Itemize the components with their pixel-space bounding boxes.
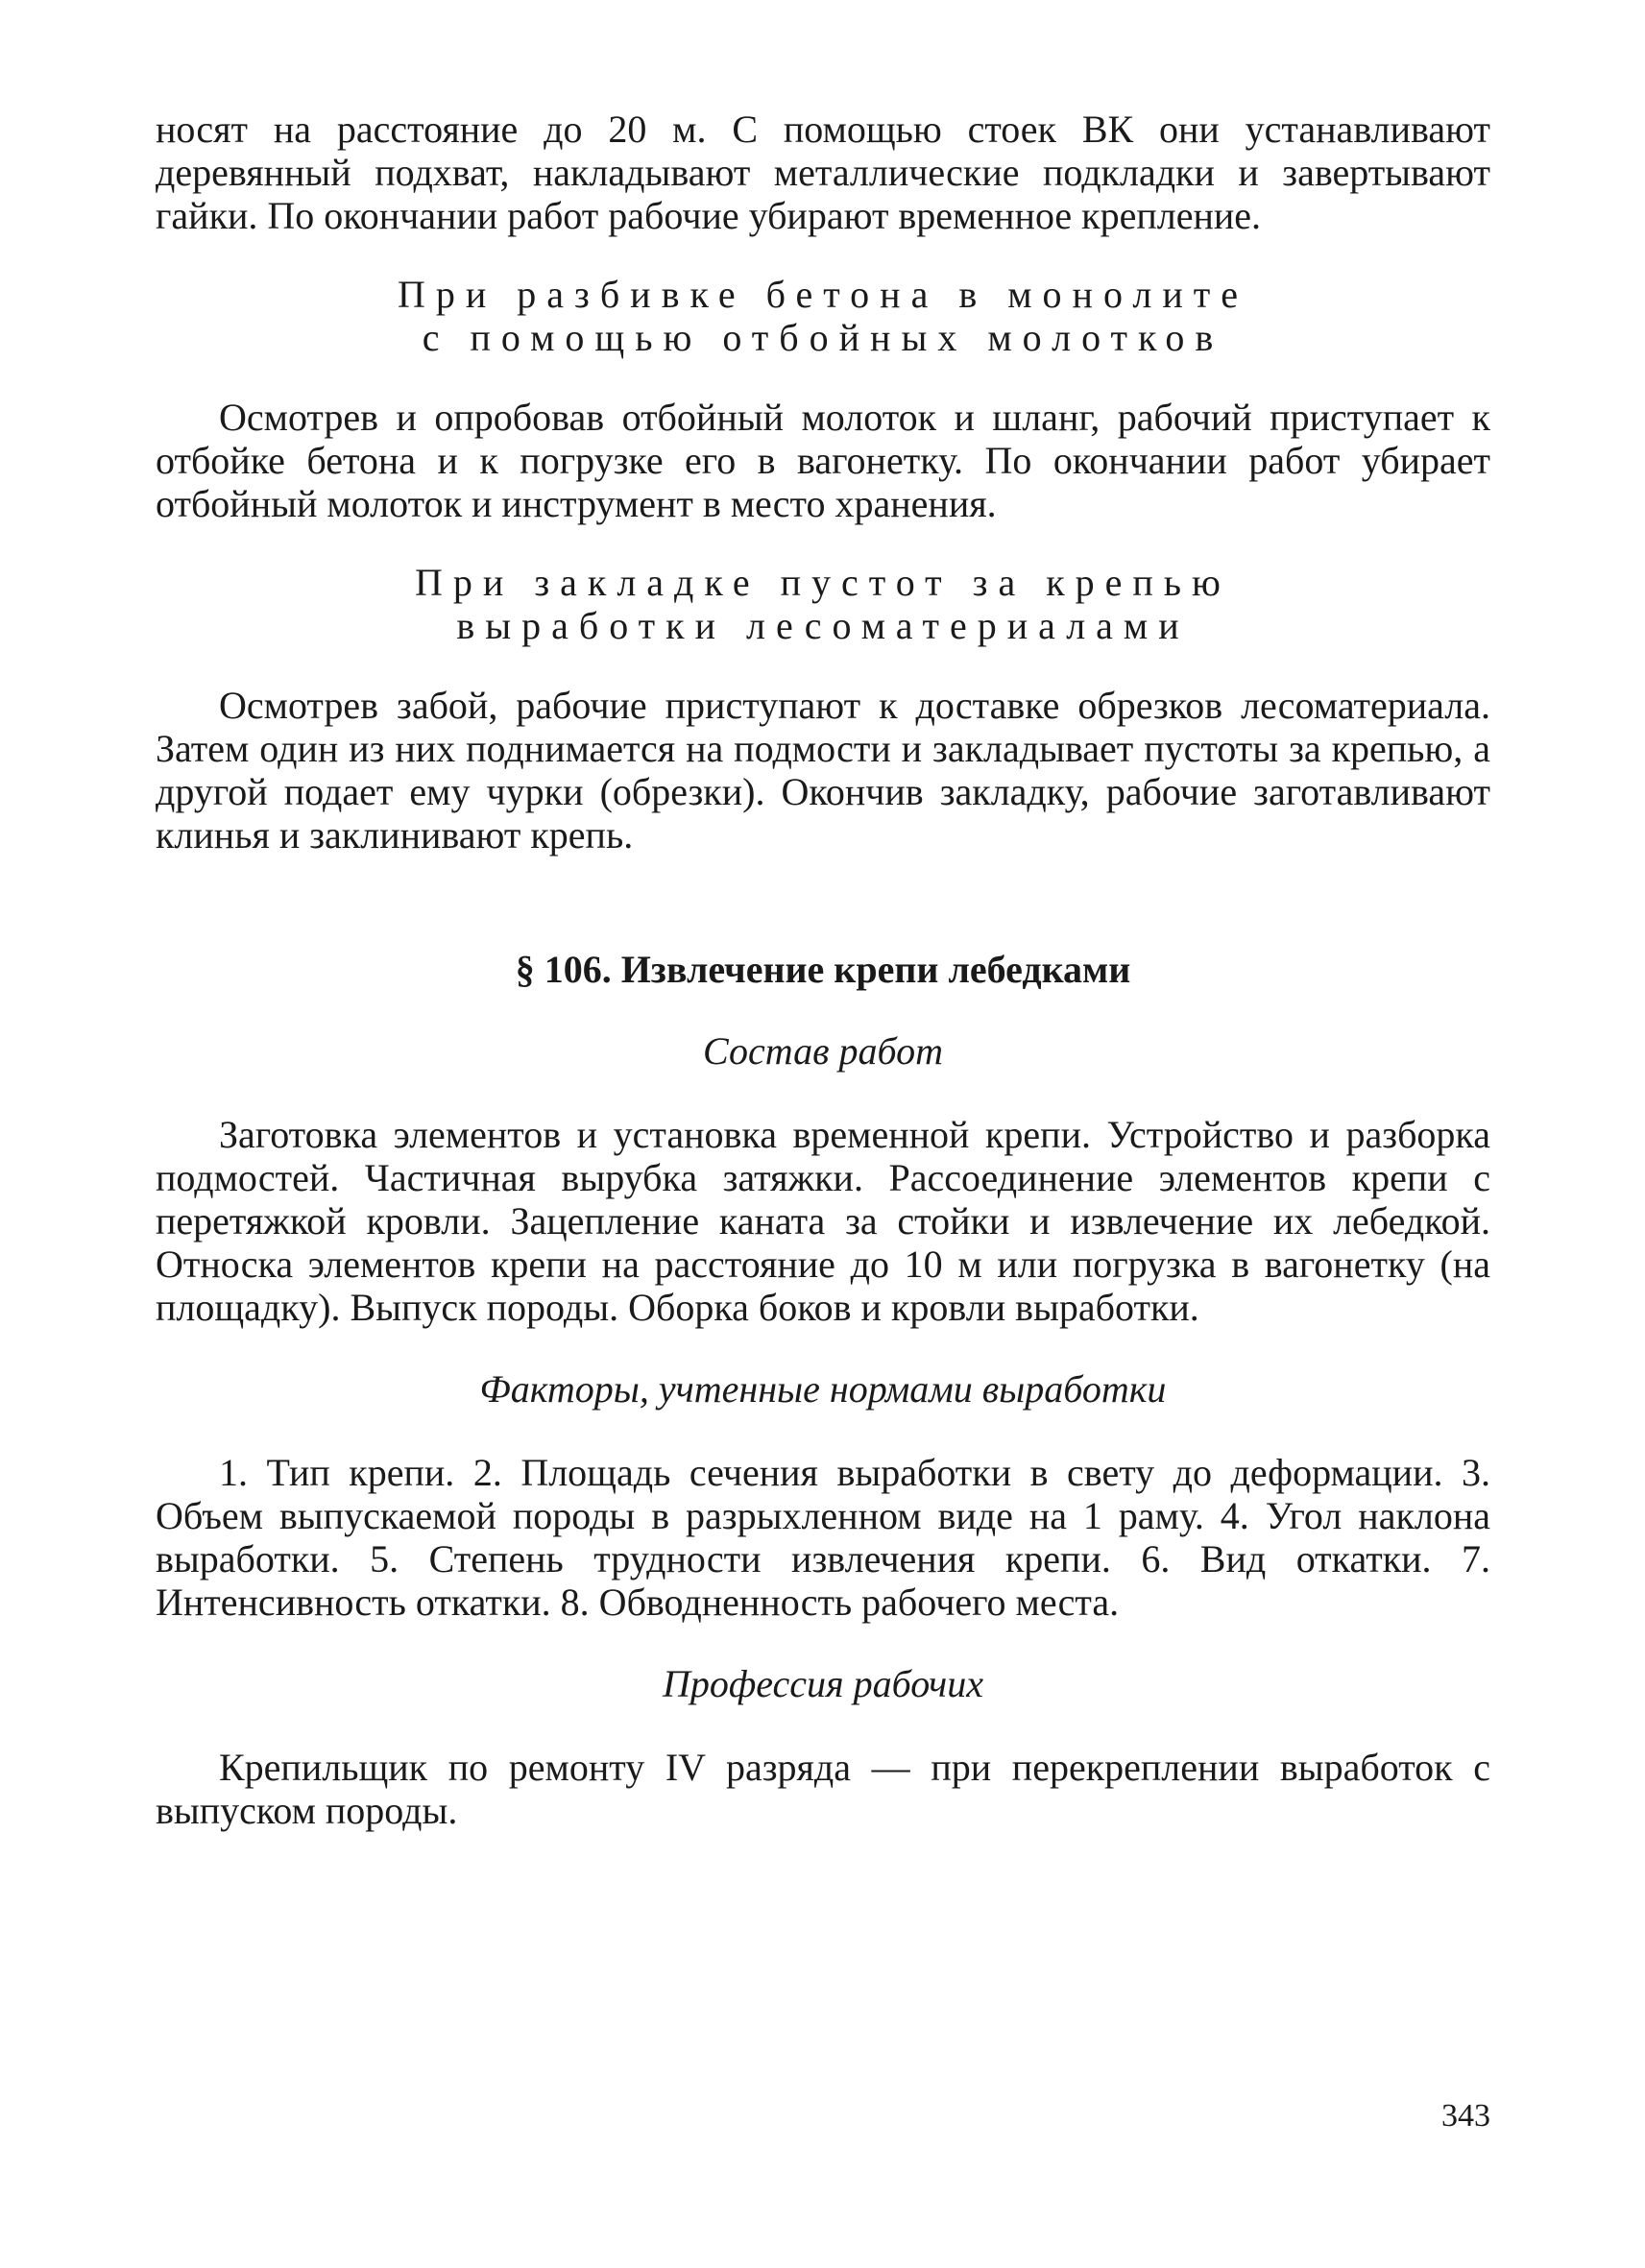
subheading-composition: Состав работ [703, 1029, 943, 1073]
paragraph-factors: 1. Тип крепи. 2. Площадь сечения выработки в свету до деформации. 3. Объем выпускаемой породы в разрыхленном виде на 1 раму. 4. Угол наклона выработки. 5. Степень трудности извлечения крепи. 6. Вид откатки. 7. Интенсивность откатки. 8. Обводненность рабочего места. [156, 1451, 1490, 1624]
paragraph-composition: Заготовка элементов и установка временной крепи. Устройство и разборка подмостей. Частичная вырубка затяжки. Рассоединение элементов крепи с перетяжкой кровли. Зацепление каната за стойки и извлечение их лебедкой. Относка элементов крепи на расстояние до 10 м или погрузка в вагонетку (на площадку). Выпуск породы. Оборка боков и кровли выработки. [156, 1113, 1490, 1329]
section-title: § 106. Извлечение крепи лебедками [515, 948, 1131, 991]
heading-void-filling-line-2: выработки лесоматериалами [456, 604, 1190, 647]
document-page [156, 108, 1490, 2220]
heading-concrete-breaking-line-1: При разбивке бетона в монолите [397, 273, 1249, 316]
heading-concrete-breaking-line-2: с помощью отбойных молотков [422, 316, 1224, 359]
page-number: 343 [1441, 2098, 1490, 2134]
paragraph-profession: Крепильщик по ремонту IV разряда — при перекреплении выработок с выпуском породы. [156, 1746, 1490, 1832]
heading-void-filling [156, 561, 1490, 647]
heading-concrete-breaking [156, 273, 1490, 359]
subheading-profession: Профессия рабочих [662, 1662, 983, 1705]
paragraph-void-filling: Осмотрев забой, рабочие приступают к доставке обрезков лесоматериала. Затем один из них поднимается на подмости и закладывает пустоты за крепью, а другой подает ему чурки (обрезки). Окончив закладку, рабочие заготавливают клинья и заклинивают крепь. [156, 684, 1490, 857]
heading-void-filling-line-1: При закладке пустот за крепью [415, 561, 1231, 604]
paragraph-concrete-breaking: Осмотрев и опробовав отбойный молоток и шланг, рабочий приступает к отбойке бетона и к погрузке его в вагонетку. По окончании работ убирает отбойный молоток и инструмент в место хранения. [156, 396, 1490, 525]
paragraph-temporary-support: носят на расстояние до 20 м. С помощью стоек ВК они устанавливают деревянный подхват, накладывают металлические подкладки и завертывают гайки. По окончании работ рабочие убирают временное крепление. [156, 108, 1490, 237]
subheading-factors: Факторы, учтенные нормами выработки [479, 1367, 1167, 1411]
